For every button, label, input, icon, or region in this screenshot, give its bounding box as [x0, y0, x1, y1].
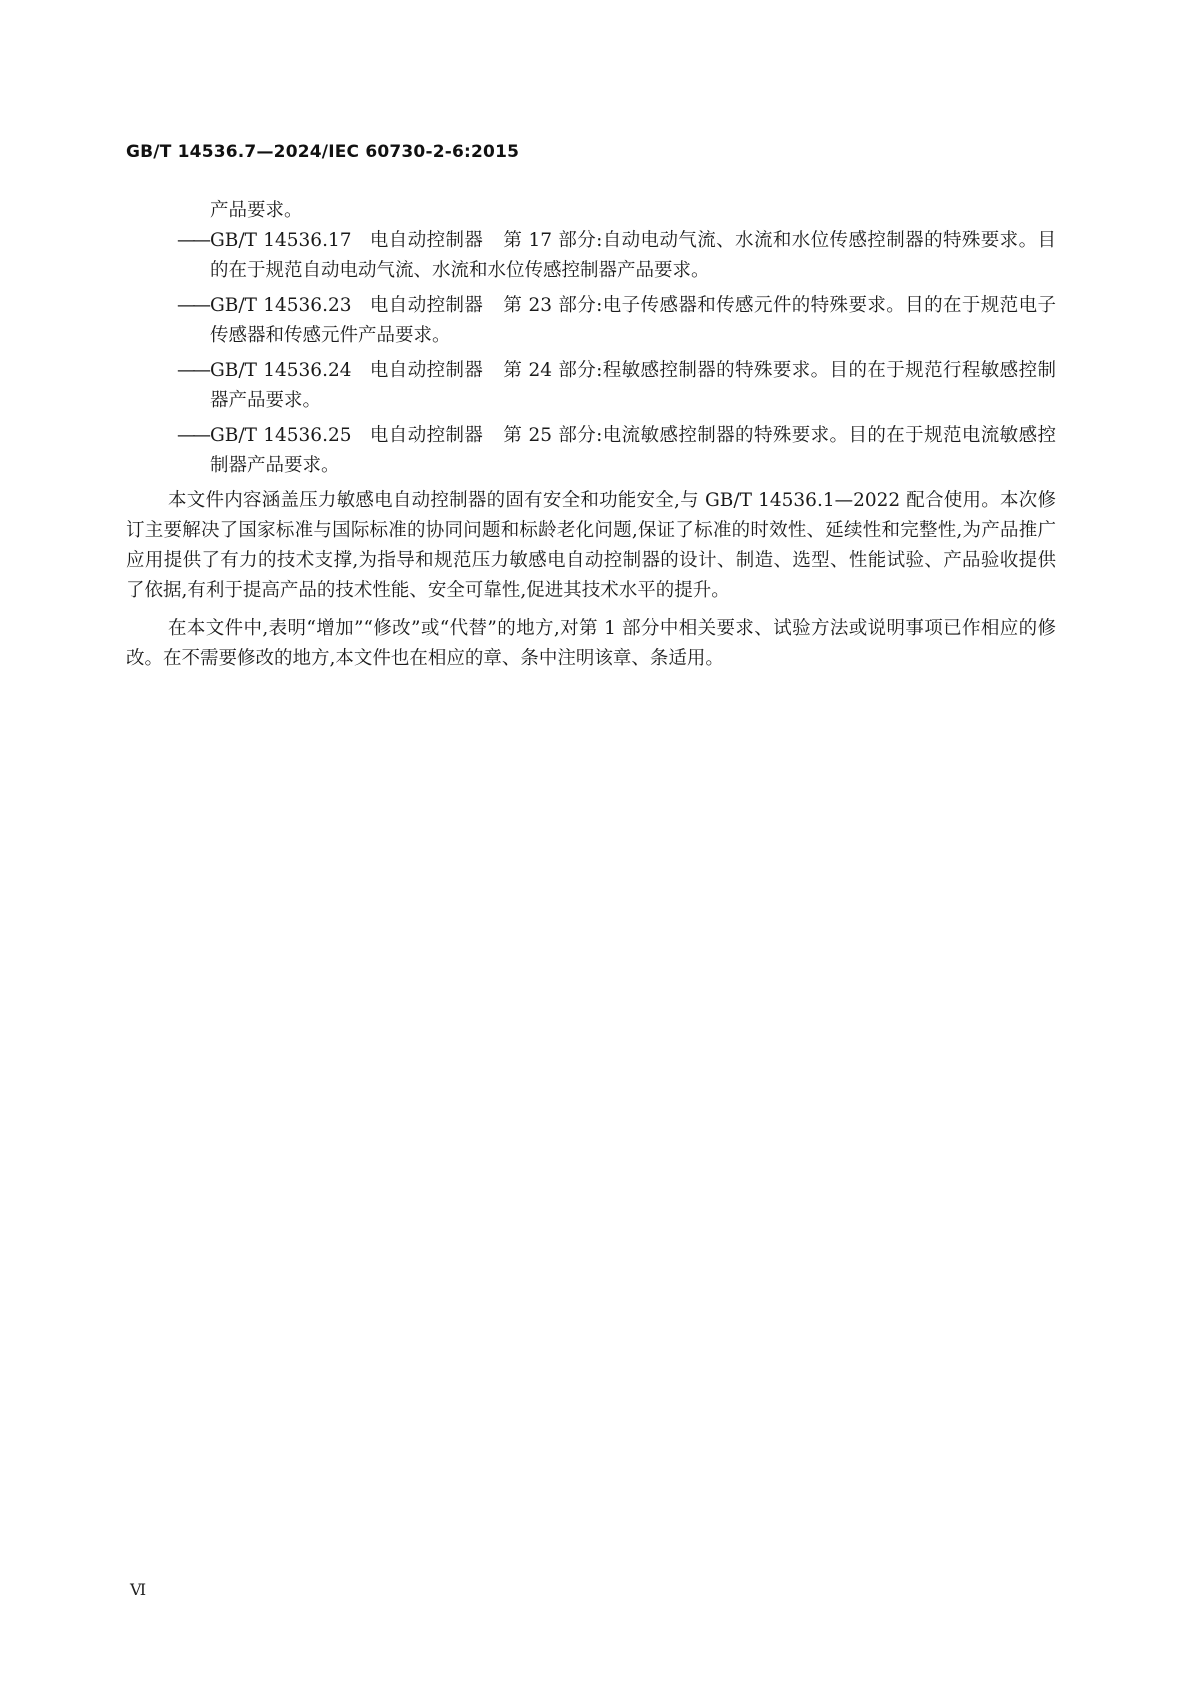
list-dash: ——	[177, 230, 208, 251]
page-number: Ⅵ	[130, 1580, 147, 1599]
list-item	[126, 291, 1056, 351]
standard-designation: GB/T 14536.23	[210, 295, 352, 316]
standard-title: 电自动控制器	[369, 295, 484, 316]
list-dash: ——	[177, 425, 208, 446]
body-paragraph: 在本文件中,表明“增加”“修改”或“代替”的地方,对第 1 部分中相关要求、试验方法或说明事项已作相应的修改。在不需要修改的地方,本文件也在相应的章、条中注明该章、条适用。	[126, 618, 1056, 669]
standard-title: 电自动控制器	[369, 425, 484, 446]
list-item	[126, 421, 1056, 481]
standard-part: 第 25 部分:电流敏感控制器的特殊要求。目的在于规范电流敏感控制器产品要求。	[210, 425, 1056, 476]
standard-part: 第 24 部分:程敏感控制器的特殊要求。目的在于规范行程敏感控制器产品要求。	[210, 360, 1056, 411]
standard-title: 电自动控制器	[369, 360, 484, 381]
list-dash: ——	[177, 360, 208, 381]
list-item-body	[210, 291, 1056, 351]
list-item-body	[210, 356, 1056, 416]
document-body	[126, 196, 1056, 682]
list-item	[126, 226, 1056, 286]
document-designation: GB/T 14536.7—2024/IEC 60730-2-6:2015	[126, 142, 520, 162]
list-item-body	[210, 226, 1056, 286]
standard-title: 电自动控制器	[369, 230, 484, 251]
standard-designation: GB/T 14536.17	[210, 230, 352, 251]
standard-designation: GB/T 14536.25	[210, 425, 352, 446]
body-paragraph: 本文件内容涵盖压力敏感电自动控制器的固有安全和功能安全,与 GB/T 14536.1—2022 配合使用。本次修订主要解决了国家标准与国际标准的协同问题和标龄老化问题,保证了标准的时效性、延续性和完整性,为产品推广应用提供了有力的技术支撑,为指导和规范压力敏感电自动控制器的设计、制造、选型、性能试验、产品验收提供了依据,有利于提高产品的技术性能、安全可靠性,促进其技术水平的提升。	[126, 490, 1056, 601]
list-dash: ——	[177, 295, 208, 316]
standard-part: 第 17 部分:自动电动气流、水流和水位传感控制器的特殊要求。目的在于规范自动电动气流、水流和水位传感控制器产品要求。	[210, 230, 1056, 281]
standard-designation: GB/T 14536.24	[210, 360, 352, 381]
list-item	[126, 356, 1056, 416]
list-item-body	[210, 421, 1056, 481]
list-continuation: 产品要求。	[210, 200, 303, 221]
standard-part: 第 23 部分:电子传感器和传感元件的特殊要求。目的在于规范电子传感器和传感元件产品要求。	[210, 295, 1056, 346]
